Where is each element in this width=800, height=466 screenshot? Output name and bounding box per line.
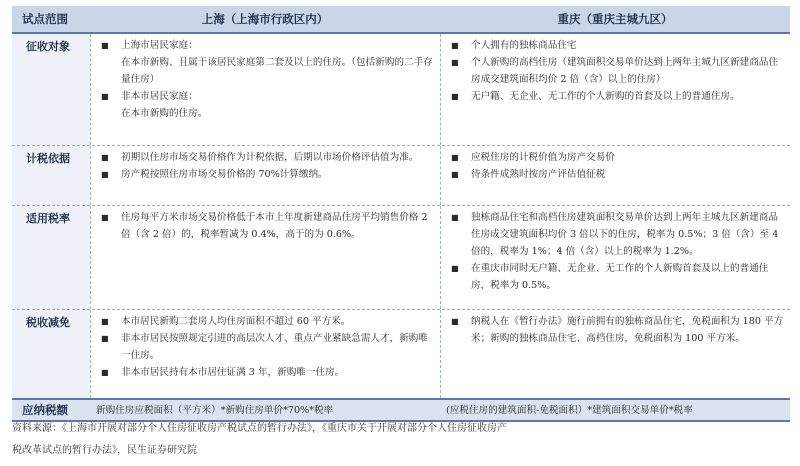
chongqing-cell [440, 206, 790, 309]
policy-comparison-table [12, 6, 790, 422]
table-row-tax-basis [12, 146, 790, 206]
shanghai-cell [90, 34, 440, 145]
list-item-detail: 在本市新购的住房。 [121, 108, 208, 119]
bullet-icon: ■ [451, 41, 459, 50]
bullet-icon: ■ [101, 41, 109, 50]
list-item-detail: 在本市新购、且属于该居民家庭第二套及以上的住房。（包括新购的二手存量住房） [121, 57, 433, 85]
bullet-icon: ■ [451, 153, 459, 162]
list-item: ■ 无户籍、无企业、无工作的个人新购的首套及以上的普通住房。 [449, 88, 784, 105]
header-scope: 试点范围 [22, 12, 68, 26]
bullet-icon: ■ [101, 92, 109, 101]
bullet-icon: ■ [451, 213, 459, 222]
shanghai-cell [90, 146, 440, 205]
list-item: ■ 上海市居民家庭： [99, 37, 434, 54]
header-chongqing: 重庆（重庆主城九区） [557, 12, 673, 26]
list-item: ■ 非本市居民家庭： [99, 88, 434, 105]
bullet-icon: ■ [101, 153, 109, 162]
bullet-icon: ■ [101, 368, 109, 377]
chongqing-cell [440, 310, 790, 398]
chongqing-cell [440, 34, 790, 145]
footer-label: 应纳税额 [22, 403, 68, 417]
list-item: ■ 待条件成熟时按房产评估值征税 [449, 166, 784, 183]
bullet-icon: ■ [101, 170, 109, 179]
list-item: ■ 住房每平方米市场交易价格低于本市上年度新建商品住房平均销售价格 2 倍（含 2 倍）的，税率暂减为 0.4%，高于的为 0.6%。 [99, 209, 434, 243]
row-label: 适用税率 [12, 206, 90, 309]
table-row-tax-relief [12, 310, 790, 398]
table-row-tax-rate [12, 206, 790, 310]
source-line-1: 资料来源：《上海市开展对部分个人住房征收房产税试点的暂行办法》，《重庆市关于开展对部分个人住房征收房产 [12, 423, 507, 434]
row-label: 征收对象 [12, 34, 90, 145]
chongqing-formula: (应税住房的建筑面积-免税面积）*建筑面积交易单价*税率 [446, 404, 693, 416]
table-header-row [12, 6, 790, 34]
shanghai-cell [90, 206, 440, 309]
bullet-icon: ■ [101, 213, 109, 222]
source-line-2: 税改革试点的暂行办法》，民生证券研究院 [12, 445, 197, 456]
shanghai-formula: 新购住房应税面积（平方米）*新购住房单价*70%*税率 [96, 404, 334, 416]
row-label: 税收减免 [12, 310, 90, 398]
shanghai-cell [90, 310, 440, 398]
bullet-icon: ■ [101, 334, 109, 343]
list-item: ■ 房产税按照住房市场交易价格的 70%计算缴纳。 [99, 166, 434, 183]
table-row-taxable-objects [12, 34, 790, 146]
header-shanghai: 上海（上海市行政区内） [201, 12, 329, 26]
list-item: ■ 个人拥有的独栋商品住宅 [449, 37, 784, 54]
list-item: ■ 非本市居民按照规定引进的高层次人才、重点产业紧缺急需人才，新购唯一住房。 [99, 330, 434, 364]
row-label: 计税依据 [12, 146, 90, 205]
bullet-icon: ■ [101, 317, 109, 326]
list-item: ■ 独栋商品住宅和高档住房建筑面积交易单价达到上两年主城九区新建商品住房成交建筑面积均价 3 倍以下的住房，税率为 0.5%；3 倍（含）至 4 倍的，税率为 1%；4 倍（含）以上的税率为 1.2%。 [449, 209, 784, 260]
list-item: ■ 初期以住房市场交易价格作为计税依据，后期以市场价格评估值为准。 [99, 149, 434, 166]
list-item: ■ 纳税人在《暂行办法》施行前拥有的独栋商品住宅，免税面积为 180 平方米；新购的独栋商品住宅、高档住房，免税面积为 100 平方米。 [449, 313, 784, 347]
bullet-icon: ■ [451, 58, 459, 67]
source-note [12, 418, 788, 462]
list-item: ■ 应税住房的计税价值为房产交易价 [449, 149, 784, 166]
list-item: ■ 非本市居民持有本市居住证满 3 年，新购唯一住房。 [99, 364, 434, 381]
chongqing-cell [440, 146, 790, 205]
list-item: ■ 个人新购的高档住房（建筑面积交易单价达到上两年主城九区新建商品住房成交建筑面积均价 2 倍（含）以上的住房） [449, 54, 784, 88]
bullet-icon: ■ [451, 317, 459, 326]
list-item: ■ 在重庆市同时无户籍、无企业、无工作的个人新购首套及以上的普通住房，税率为 0.5%。 [449, 260, 784, 294]
bullet-icon: ■ [451, 170, 459, 179]
list-item: ■ 本市居民新购二套房人均住房面积不超过 60 平方米。 [99, 313, 434, 330]
bullet-icon: ■ [451, 92, 459, 101]
bullet-icon: ■ [451, 264, 459, 273]
